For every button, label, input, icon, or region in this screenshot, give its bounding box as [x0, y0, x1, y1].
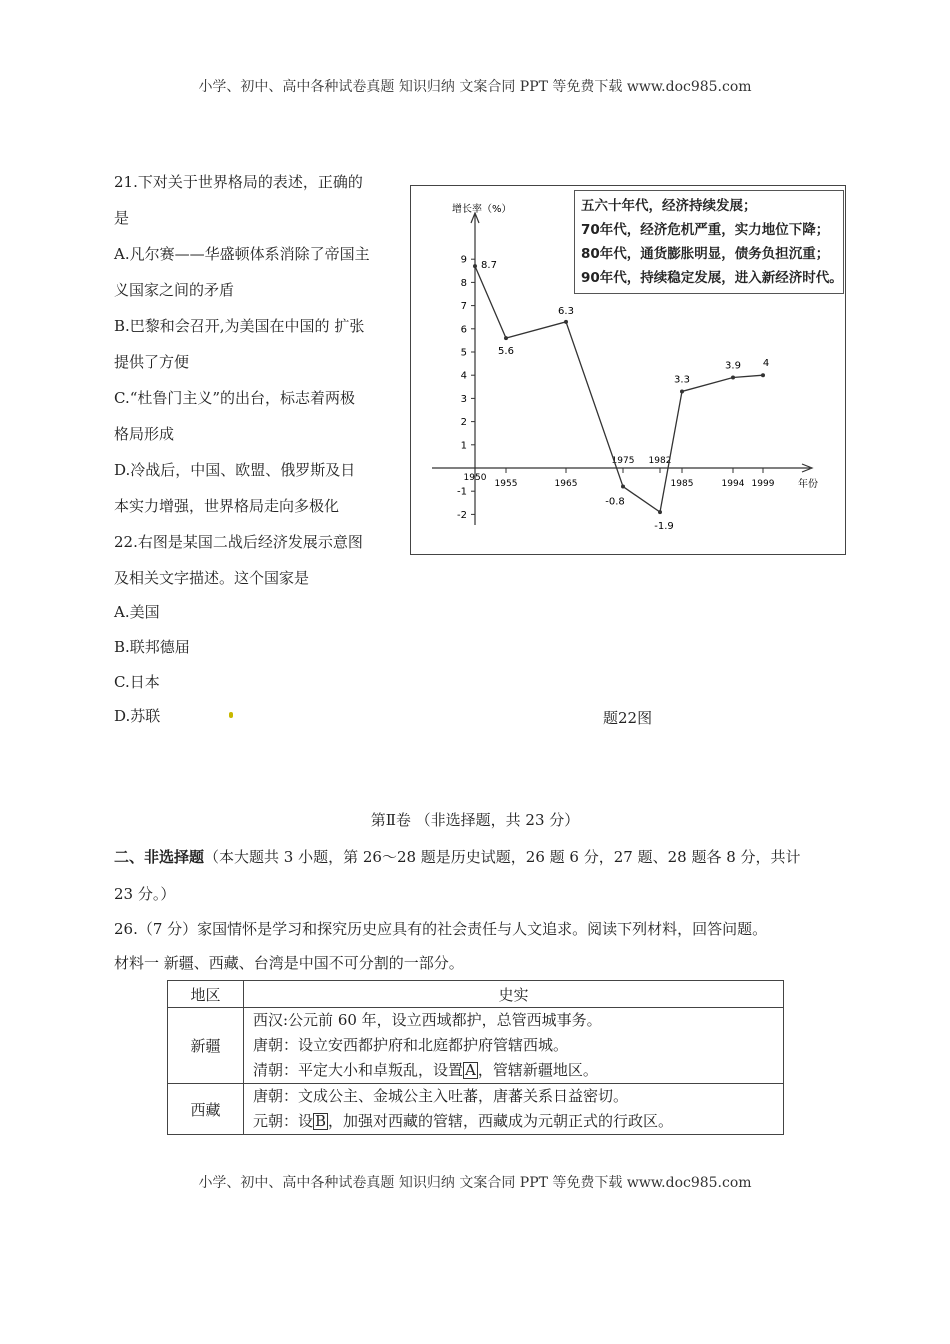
q22-option-a: A.美国: [114, 603, 160, 621]
col-region-header: 地区: [168, 981, 244, 1008]
q22-option-d: D.苏联: [114, 707, 161, 725]
data-point: [621, 485, 625, 489]
q21-option-c-line1: C.“杜鲁门主义”的出台，标志着两极: [114, 389, 356, 407]
q21-option-d-line2: 本实力增强，世界格局走向多极化: [114, 497, 340, 515]
data-point: [761, 373, 765, 377]
data-label: 3.9: [725, 360, 741, 372]
data-label: 6.3: [558, 305, 574, 317]
col-facts-header: 史实: [244, 981, 784, 1008]
data-label: 4: [762, 358, 770, 370]
q21-stem-line1: 21.下对关于世界格局的表述，正确的: [114, 173, 363, 191]
x-tick-label: 1955: [494, 479, 518, 489]
q22-option-c: C.日本: [114, 673, 160, 691]
data-label: 5.6: [498, 346, 514, 358]
annotation-line-3: 80年代，通货膨胀明显，债务负担沉重；: [581, 246, 830, 262]
fact-xinjiang-2: 唐朝：设立安西都护府和北庭都护府管辖西城。: [253, 1036, 569, 1054]
fact-xizang-2-post: ，加强对西藏的管辖，西藏成为元朝正式的行政区。: [328, 1112, 674, 1130]
fact-xinjiang-1: 西汉:公元前 60 年，设立西域都护，总管西城事务。: [253, 1011, 602, 1029]
table-row-xinjiang: [168, 1008, 784, 1084]
section-intro-line1: [114, 846, 801, 867]
data-point: [731, 376, 735, 380]
data-point: [504, 336, 508, 340]
data-point: [680, 389, 684, 393]
fact-xizang-1: 唐朝：文成公主、金城公主入吐蕃，唐蕃关系日益密切。: [253, 1087, 629, 1105]
q21-stem-line2: 是: [114, 209, 130, 227]
region-xizang: 西藏: [168, 1084, 244, 1135]
x-tick-label: 1985: [670, 479, 694, 489]
page-header: 小学、初中、高中各种试卷真题 知识归纳 文案合同 PPT 等免费下载 www.doc985.com: [198, 79, 752, 95]
data-point: [564, 320, 568, 324]
page-footer: 小学、初中、高中各种试卷真题 知识归纳 文案合同 PPT 等免费下载 www.doc985.com: [198, 1175, 752, 1191]
q26-stem: 26.（7 分）家国情怀是学习和探究历史应具有的社会责任与人文追求。阅读下列材料，回答问题。: [114, 920, 768, 938]
y-tick-label: 8: [460, 277, 467, 289]
q22-option-b: B.联邦德届: [114, 638, 190, 656]
y-tick-label: 2: [460, 417, 467, 429]
annotation-line-1: 五六十年代，经济持续发展；: [581, 198, 757, 214]
x-tick-label: 1975: [611, 456, 635, 466]
fact-xinjiang-3: [244, 1058, 783, 1083]
y-tick-label: -1: [457, 486, 467, 498]
y-tick-label: -2: [457, 509, 467, 521]
facts-xinjiang: [244, 1008, 784, 1084]
table-header-row: [168, 981, 784, 1008]
section-intro-line2: 23 分。）: [114, 885, 176, 903]
section-intro-text: （本大题共 3 小题，第 26～28 题是历史试题，26 题 6 分，27 题、28 题各 8 分，共计: [204, 848, 801, 866]
x-axis-label: 年份: [798, 479, 818, 490]
table-row-xizang: [168, 1084, 784, 1135]
data-label: 8.7: [481, 260, 497, 272]
x-tick-label: 1982: [648, 456, 672, 466]
x-tick-label: 1994: [721, 479, 745, 489]
chart-annotation-box: [574, 190, 844, 294]
y-tick-label: 9: [460, 254, 467, 266]
y-tick-label: 1: [460, 440, 467, 452]
figure-caption: 题22图: [603, 709, 653, 727]
annotation-line-2: 70年代，经济危机严重，实力地位下降；: [581, 222, 830, 238]
fact-xinjiang-3-pre: 清朝：平定大小和卓叛乱，设置: [253, 1061, 464, 1079]
stray-dot: [229, 712, 233, 718]
q21-option-b-line2: 提供了方便: [114, 353, 190, 371]
x-tick-label: 1999: [751, 479, 775, 489]
q21-option-a-line2: 义国家之间的矛盾: [114, 281, 235, 299]
history-table: [167, 980, 784, 1135]
q21-option-d-line1: D.冷战后，中国、欧盟、俄罗斯及日: [114, 461, 356, 479]
y-tick-label: 4: [460, 370, 467, 382]
data-label: 3.3: [674, 374, 690, 386]
blank-mark-a: A: [465, 1061, 476, 1079]
y-tick-label: 5: [460, 347, 467, 359]
fact-xizang-2-pre: 元朝：设: [253, 1112, 314, 1130]
q22-stem-line1: 22.右图是某国二战后经济发展示意图: [114, 533, 363, 551]
section-title: 第Ⅱ卷 （非选择题，共 23 分）: [370, 811, 580, 829]
fact-xizang-2: [244, 1109, 783, 1134]
region-xinjiang: 新疆: [168, 1008, 244, 1084]
y-tick-label: 3: [460, 393, 467, 405]
data-point: [658, 510, 662, 514]
y-axis-label: 增长率（%）: [452, 204, 512, 215]
q21-option-b-line1: B.巴黎和会召开,为美国在中国的 扩张: [114, 317, 365, 335]
data-point: [473, 264, 477, 268]
blank-mark-b: B: [315, 1112, 327, 1130]
q22-stem-line2: 及相关文字描述。这个国家是: [114, 569, 310, 587]
data-label: -0.8: [605, 496, 625, 508]
annotation-line-4: 90年代，持续稳定发展，进入新经济时代。: [581, 270, 843, 286]
series-line: [475, 266, 763, 512]
q21-option-a-line1: A.凡尔赛——华盛顿体系消除了帝国主: [114, 245, 370, 263]
y-tick-label: 6: [460, 324, 467, 336]
section-heading: 二、非选择题: [114, 848, 205, 866]
x-tick-label: 1950: [463, 473, 487, 483]
fact-xinjiang-3-post: ，管辖新疆地区。: [477, 1061, 598, 1079]
y-tick-label: 7: [460, 301, 467, 313]
material-one: 材料一 新疆、西藏、台湾是中国不可分割的一部分。: [114, 954, 464, 972]
x-tick-label: 1965: [554, 479, 578, 489]
data-label: -1.9: [654, 521, 674, 533]
facts-xizang: [244, 1084, 784, 1135]
q21-option-c-line2: 格局形成: [114, 425, 175, 443]
